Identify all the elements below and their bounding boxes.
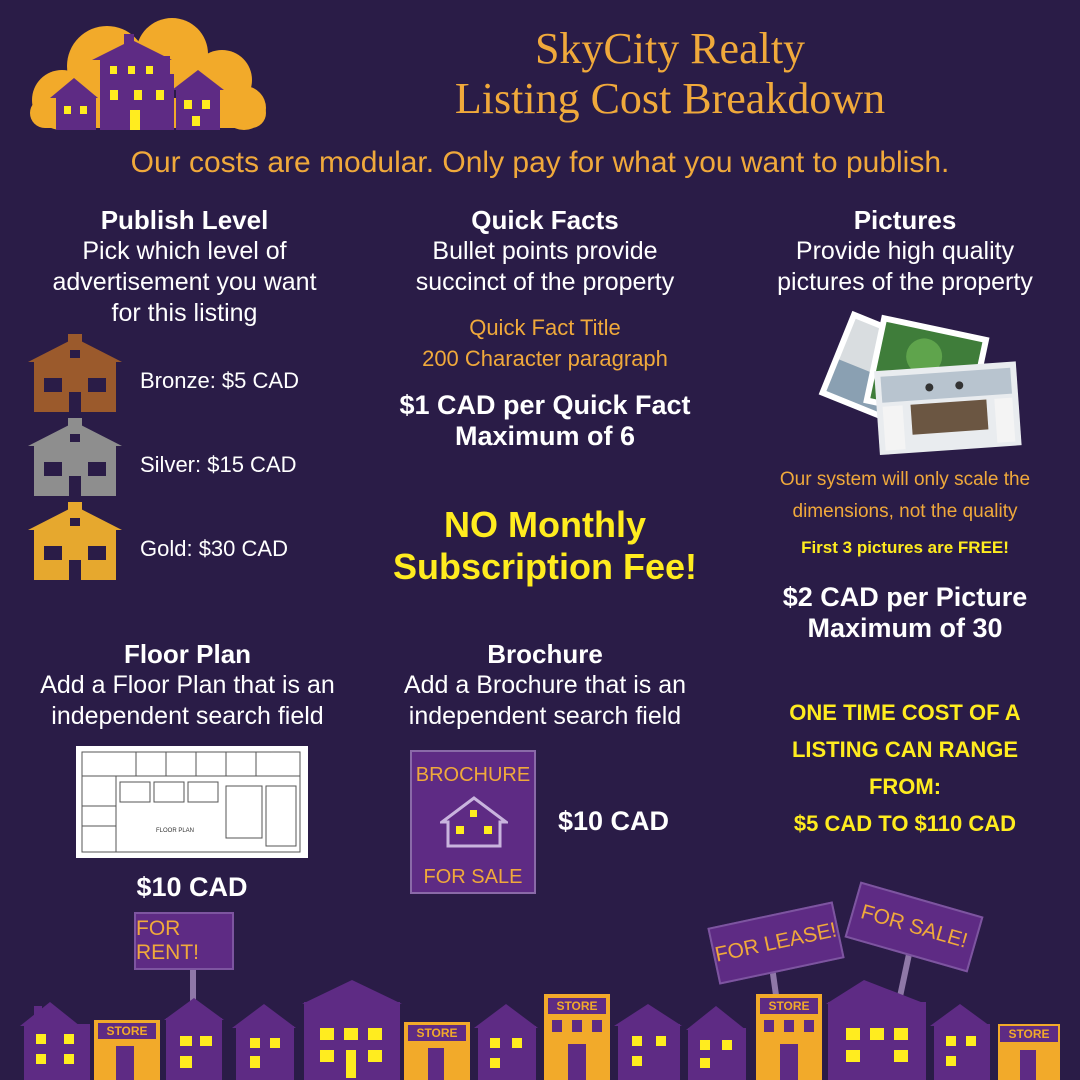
publish-level-desc-1: Pick which level of [82,237,287,265]
publish-level-desc-3: for this listing [111,299,258,327]
quick-facts-heading: Quick Facts [471,205,619,235]
tagline: Our costs are modular. Only pay for what you want to publish. [130,146,950,179]
silver-house-icon [28,416,122,496]
quick-facts-maximum: Maximum of 6 [454,421,636,451]
pictures-desc-2: pictures of the property [777,268,1033,296]
quick-facts-desc-2: succinct of the property [415,268,675,296]
publish-level-desc-2: advertisement you want [52,268,317,296]
brochure-price: $10 CAD [558,806,670,836]
quick-fact-example-title: Quick Fact Title [469,315,621,340]
for-lease-sign: FOR LEASE! [707,901,844,984]
pictures-note [740,464,1070,528]
pictures-note-1: Our system will only scale the [779,469,1031,490]
one-time-line-3: FROM: [868,774,942,799]
logo [22,18,272,136]
floor-plan-heading: Floor Plan [123,639,252,669]
no-monthly-fee [360,504,730,588]
title-line-2: Listing Cost Breakdown [454,74,886,123]
brochure-section [370,638,720,732]
pictures-desc-1: Provide high quality [795,237,1015,265]
brochure-heading: Brochure [487,639,603,669]
pictures-price-block [740,582,1070,644]
house-icon [440,794,508,850]
one-time-line-2: LISTING CAN RANGE [791,737,1019,762]
publish-level-section [12,204,357,329]
store-sign: STORE [98,1023,156,1039]
no-fee-line-2: Subscription Fee! [392,546,698,587]
for-sale-sign: FOR SALE! [844,881,983,972]
cloud-city-logo-icon [22,18,272,136]
publish-level-heading: Publish Level [100,205,269,235]
page-title [320,24,1020,124]
store-sign: STORE [1000,1026,1058,1042]
street-skyline [0,976,1080,1080]
quick-facts-price: $1 CAD per Quick Fact [399,390,691,420]
pictures-heading: Pictures [853,205,957,235]
gold-house-icon [28,500,122,580]
pictures-maximum: Maximum of 30 [807,613,1003,643]
title-line-1: SkyCity Realty [534,24,806,73]
store-sign: STORE [548,998,606,1014]
floor-plan-desc-2: independent search field [51,702,324,730]
store-sign: STORE [408,1025,466,1041]
no-fee-line-1: NO Monthly [444,504,646,545]
for-rent-sign: FOR RENT! [134,912,234,970]
quick-fact-example-paragraph: 200 Character paragraph [422,346,668,371]
floor-plan-section [10,638,365,732]
photo-stack-image [800,306,1025,456]
one-time-cost [740,694,1070,842]
brochure-desc-1: Add a Brochure that is an [403,671,687,699]
one-time-line-1: ONE TIME COST OF A [789,700,1021,725]
quick-facts-section [370,204,720,452]
store-sign: STORE [760,998,818,1014]
pictures-price: $2 CAD per Picture [782,582,1028,612]
pictures-note-2: dimensions, not the quality [792,501,1018,522]
bronze-house-icon [28,332,122,412]
silver-price: Silver: $15 CAD [140,452,297,477]
brochure-desc-2: independent search field [408,702,682,730]
brochure-card-for-sale: FOR SALE [423,866,523,888]
brochure-card-title: BROCHURE [415,764,531,786]
one-time-line-4: $5 CAD TO $110 CAD [793,811,1017,836]
floor-plan-image [76,746,308,858]
gold-price: Gold: $30 CAD [140,536,288,561]
quick-facts-desc-1: Bullet points provide [432,237,658,265]
pictures-section [740,204,1070,298]
bronze-price: Bronze: $5 CAD [140,368,299,393]
pictures-free-note: First 3 pictures are FREE! [801,538,1009,557]
floor-plan-price: $10 CAD [136,872,248,902]
floor-plan-desc-1: Add a Floor Plan that is an [40,671,335,699]
brochure-card [410,750,536,894]
floor-plan-image-label: FLOOR PLAN [156,828,195,834]
